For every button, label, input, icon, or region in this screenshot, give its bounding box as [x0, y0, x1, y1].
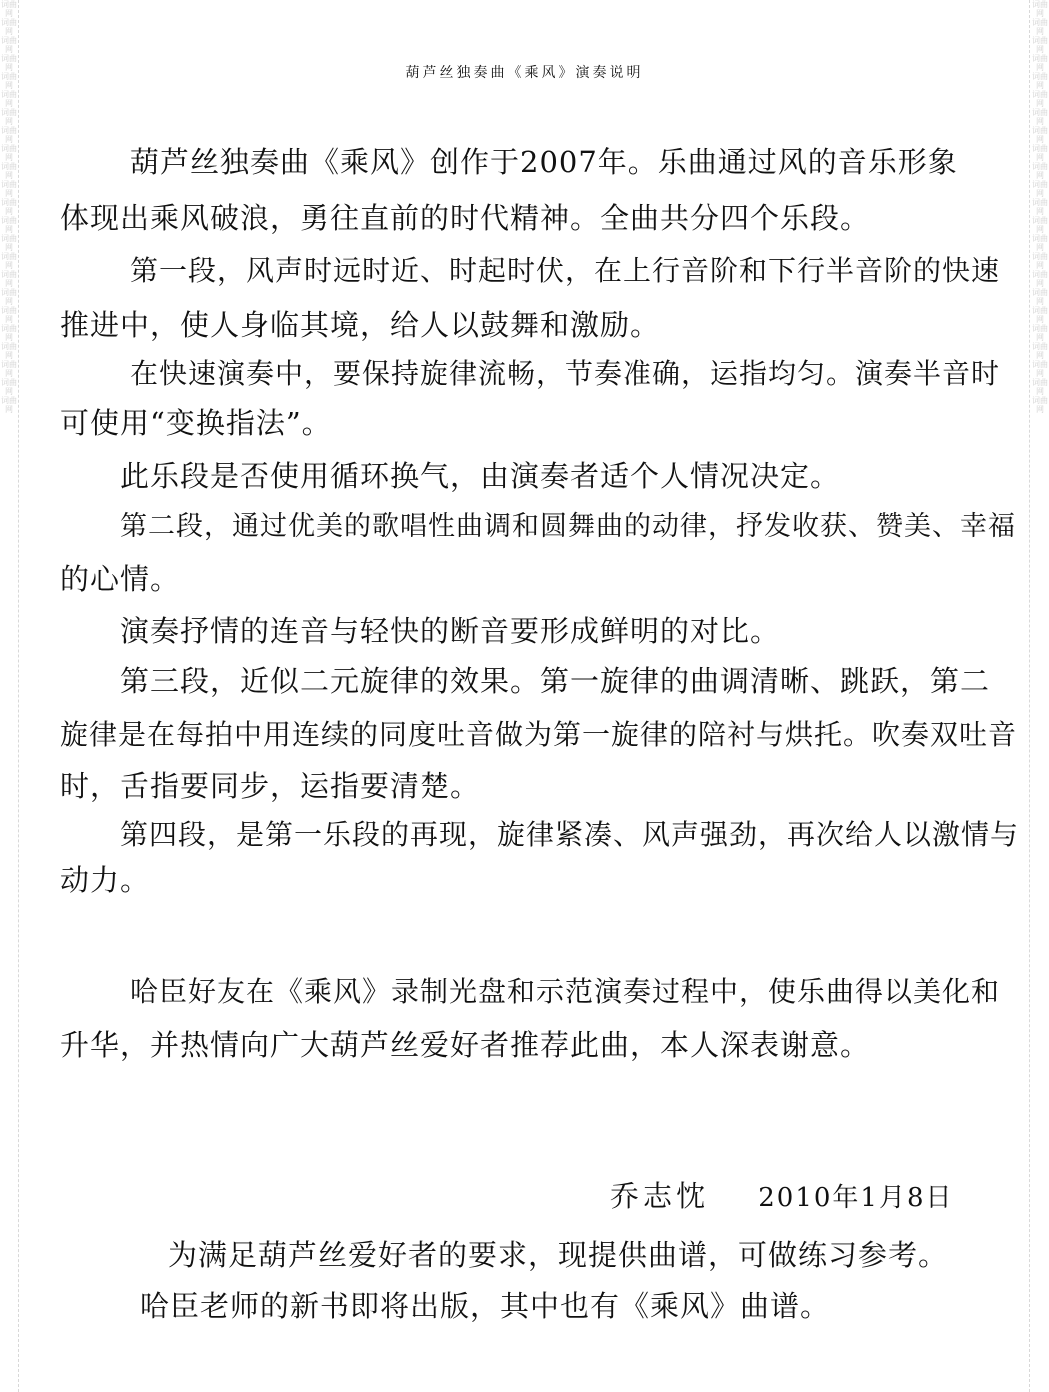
body-line: 旋律是在每拍中用连续的同度吐音做为第一旋律的陪衬与烘托。吹奏双吐音	[60, 718, 1018, 751]
body-line: 动力。	[60, 863, 151, 897]
body-line: 体现出乘风破浪，勇往直前的时代精神。全曲共分四个乐段。	[60, 201, 871, 235]
signature	[610, 1174, 954, 1215]
body-line: 哈臣好友在《乘风》录制光盘和示范演奏过程中，使乐曲得以美化和	[130, 975, 1001, 1008]
watermark-strip-left: 词曲网 词曲网 词曲网 词曲网 词曲网 词曲网 词曲网 词曲网 词曲网 词曲网 词曲网 词曲网 词曲网 词曲网 词曲网 词曲网 词曲网 词曲网 词曲网 词曲网 词曲网 词曲网 词曲网	[1, 0, 17, 414]
body-line: 时，舌指要同步，运指要清楚。	[60, 769, 481, 803]
body-line: 此乐段是否使用循环换气，由演奏者适个人情况决定。	[120, 459, 841, 493]
body-line: 演奏抒情的连音与轻快的断音要形成鲜明的对比。	[120, 614, 781, 648]
body-line: 第一段，风声时远时近、时起时伏，在上行音阶和下行半音阶的快速	[130, 254, 1001, 287]
body-line: 第三段，近似二元旋律的效果。第一旋律的曲调清晰、跳跃，第二	[120, 664, 991, 698]
left-margin-line	[18, 0, 19, 1392]
body-line: 第四段，是第一乐段的再现，旋律紧凑、风声强劲，再次给人以激情与	[120, 818, 1020, 851]
watermark-strip-right: 词曲网 词曲网 词曲网 词曲网 词曲网 词曲网 词曲网 词曲网 词曲网 词曲网 词曲网 词曲网 词曲网 词曲网 词曲网 词曲网 词曲网 词曲网 词曲网 词曲网 词曲网 词曲网 词曲网	[1032, 0, 1048, 414]
body-line: 推进中，使人身临其境，给人以鼓舞和激励。	[60, 308, 661, 342]
body-line: 的心情。	[60, 562, 181, 596]
body-line: 在快速演奏中，要保持旋律流畅，节奏准确，运指均匀。演奏半音时	[130, 357, 1001, 390]
right-margin-line	[1029, 0, 1030, 1392]
note-line: 为满足葫芦丝爱好者的要求，现提供曲谱，可做练习参考。	[168, 1238, 949, 1272]
body-line: 第二段，通过优美的歌唱性曲调和圆舞曲的动律，抒发收获、赞美、幸福	[120, 511, 1016, 542]
note-line: 哈臣老师的新书即将出版，其中也有《乘风》曲谱。	[140, 1289, 831, 1323]
body-line: 葫芦丝独奏曲《乘风》创作于2007年。乐曲通过风的音乐形象	[130, 145, 958, 179]
body-line: 可使用“变换指法”。	[60, 406, 332, 440]
signature-date: 2010年1月8日	[758, 1183, 954, 1213]
signature-name: 乔志忱	[610, 1179, 710, 1213]
page-title: 葫芦丝独奏曲《乘风》演奏说明	[405, 65, 644, 81]
body-line: 升华，并热情向广大葫芦丝爱好者推荐此曲，本人深表谢意。	[60, 1028, 871, 1062]
